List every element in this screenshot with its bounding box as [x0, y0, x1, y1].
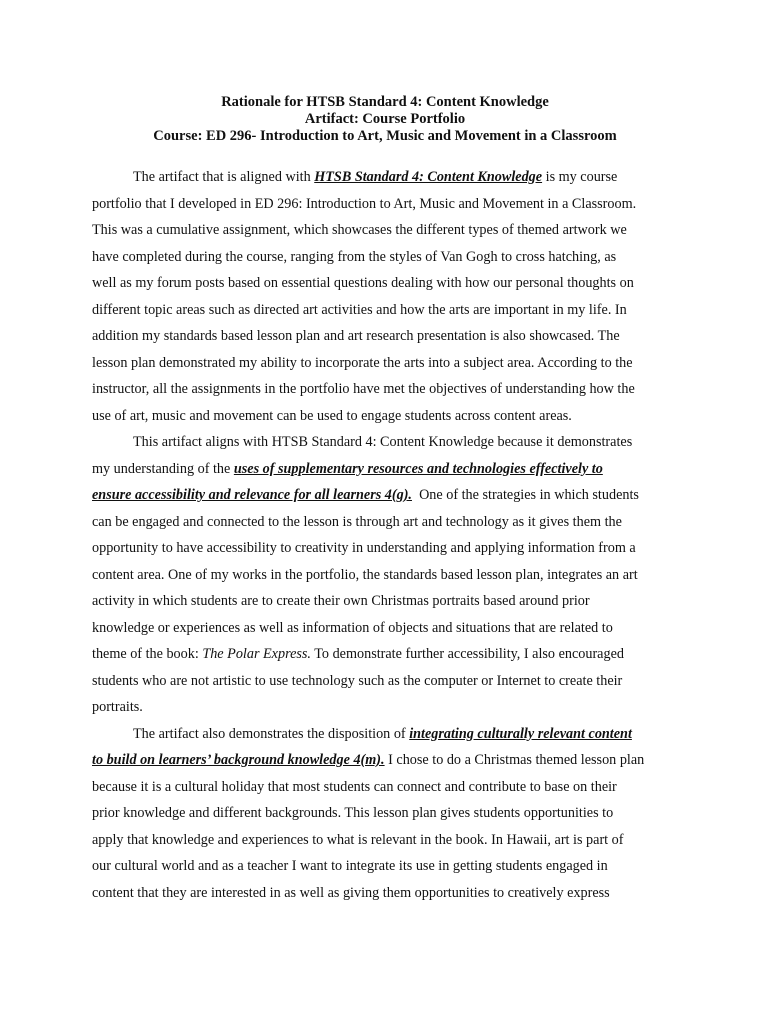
emphasis-standard-4m: to build on learners’ background knowledge 4(m). [92, 752, 385, 768]
paragraph-2-line: can be engaged and connected to the lesson is through art and technology as it gives them the [92, 513, 622, 530]
paragraph-1-line: portfolio that I developed in ED 296: Introduction to Art, Music and Movement in a Classroom. [92, 195, 637, 212]
text-run: The artifact that is aligned with [133, 169, 315, 185]
paragraph-1-line: lesson plan demonstrated my ability to incorporate the arts into a subject area. According to the [92, 354, 633, 371]
text-run: theme of the book: [92, 646, 203, 662]
text-run: To demonstrate further accessibility, I also encouraged [310, 646, 624, 662]
paragraph-1-line: well as my forum posts based on essential questions dealing with how our personal thoughts on [92, 275, 634, 291]
emphasis-standard-4g: uses of supplementary resources and technologies effectively to [233, 460, 603, 477]
paragraph-2-line: portraits. [92, 699, 143, 715]
paragraph-2-line [92, 482, 672, 509]
paragraph-3-line: because it is a cultural holiday that most students can connect and contribute to base on their [92, 778, 617, 795]
paragraph-1-line: addition my standards based lesson plan and art research presentation is also showcased. The [92, 328, 620, 344]
paragraph-3-line: content that they are interested in as well as giving them opportunities to creatively express [92, 884, 610, 901]
paragraph-2-line: content area. One of my works in the portfolio, the standards based lesson plan, integrates an art [92, 566, 638, 583]
paragraph-1-line: This was a cumulative assignment, which showcases the different types of themed artwork we [92, 222, 627, 238]
paragraph-3-line: our cultural world and as a teacher I want to integrate its use in getting students engaged in [92, 858, 608, 874]
paragraph-2-line: students who are not artistic to use technology such as the computer or Internet to create their [92, 672, 623, 689]
emphasis-standard-4: HTSB Standard 4: Content Knowledge [314, 169, 543, 185]
title-block [90, 94, 680, 145]
text-run: is my course [542, 169, 618, 185]
paragraph-3-line [92, 747, 672, 774]
paragraph-1-line: different topic areas such as directed art activities and how the arts are important in my life. In [92, 301, 627, 318]
document-body [92, 164, 672, 906]
paragraph-1-line: instructor, all the assignments in the portfolio have met the objectives of understanding how the [92, 381, 635, 397]
text-run: The artifact also demonstrates the disposition of [133, 725, 410, 742]
title-artifact: Artifact: Course Portfolio [304, 111, 466, 127]
book-title: The Polar Express. [202, 646, 311, 662]
paragraph-2-line: opportunity to have accessibility to creativity in understanding and applying information from a [92, 540, 636, 556]
paragraph-1-line [92, 164, 672, 191]
paragraph-2-line: activity in which students are to create their own Christmas portraits based around prior [92, 593, 590, 609]
paragraph-2-line: knowledge or experiences as well as information of objects and situations that are related to [92, 619, 613, 636]
paragraph-3-line [92, 721, 672, 748]
paragraph-2-line: This artifact aligns with HTSB Standard 4: Content Knowledge because it demonstrates [133, 434, 633, 450]
paragraph-3-line: apply that knowledge and experiences to what is relevant in the book. In Hawaii, art is part of [92, 831, 624, 848]
text-run: I chose to do a Christmas themed lesson plan [384, 752, 645, 768]
paragraph-2-line [92, 641, 672, 668]
paragraph-1-line: have completed during the course, ranging from the styles of Van Gogh to cross hatching, as [92, 248, 617, 265]
paragraph-2-line [92, 456, 672, 483]
title-rationale: Rationale for HTSB Standard 4: Content Knowledge [221, 94, 549, 110]
emphasis-standard-4g: ensure accessibility and relevance for all learners 4(g). [92, 487, 412, 503]
paragraph-3-line: prior knowledge and different backgrounds. This lesson plan gives students opportunities to [92, 805, 614, 821]
text-run: my understanding of the [92, 460, 234, 477]
title-course: Course: ED 296- Introduction to Art, Music and Movement in a Classroom [153, 128, 617, 144]
emphasis-standard-4m: integrating culturally relevant content [409, 725, 632, 742]
text-run: One of the strategies in which students [411, 487, 639, 503]
paragraph-1-line: use of art, music and movement can be used to engage students across content areas. [92, 407, 572, 424]
